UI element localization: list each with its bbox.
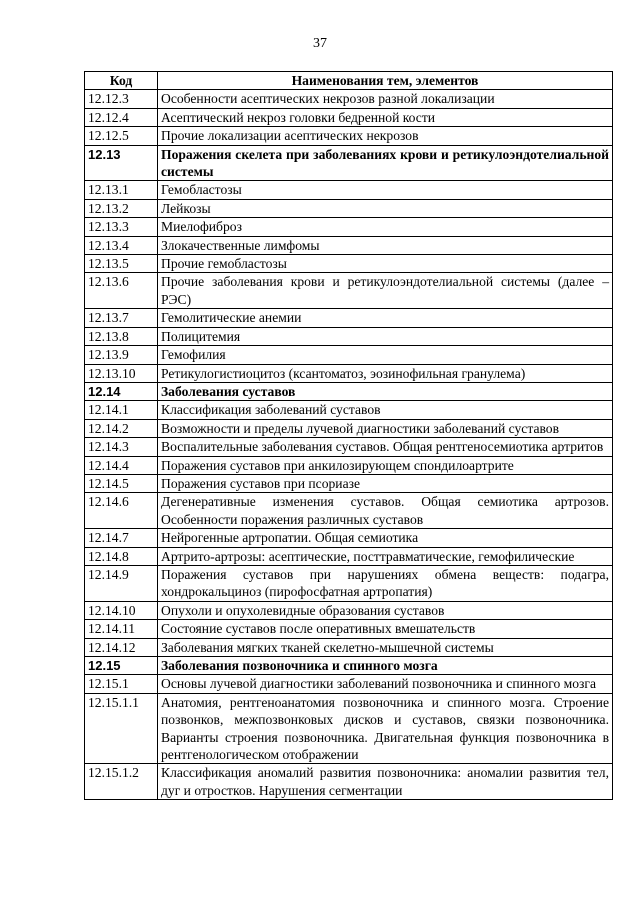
row-code: 12.14.6 xyxy=(85,493,158,529)
row-code: 12.15 xyxy=(85,657,158,675)
table-row xyxy=(85,181,613,199)
row-code: 12.13.9 xyxy=(85,346,158,364)
row-name: Поражения суставов при нарушениях обмена веществ: подагра, хондрокальциноз (пирофосфатная артропатия) xyxy=(158,565,613,601)
table-row xyxy=(85,327,613,345)
row-name: Гемофилия xyxy=(158,346,613,364)
row-code: 12.13.2 xyxy=(85,199,158,217)
topics-table xyxy=(84,71,613,800)
row-name: Поражения суставов при псориазе xyxy=(158,474,613,492)
table-row xyxy=(85,346,613,364)
row-name: Дегенеративные изменения суставов. Общая семиотика артрозов. Особенности поражения различных суставов xyxy=(158,493,613,529)
row-code: 12.13.5 xyxy=(85,255,158,273)
row-name: Прочие локализации асептических некрозов xyxy=(158,127,613,145)
page-number: 37 xyxy=(313,36,327,51)
section-row xyxy=(85,145,613,181)
row-name: Нейрогенные артропатии. Общая семиотика xyxy=(158,529,613,547)
row-code: 12.14.9 xyxy=(85,565,158,601)
row-name: Поражения суставов при анкилозирующем спондилоартрите xyxy=(158,456,613,474)
row-code: 12.12.3 xyxy=(85,90,158,108)
table-row xyxy=(85,474,613,492)
table-row xyxy=(85,127,613,145)
table-row xyxy=(85,547,613,565)
row-name: Анатомия, рентгеноанатомия позвоночника и спинного мозга. Строение позвонков, межпозвонковых дисков и суставов, связки позвоночника. Варианты строения позвоночника. Двигательная функция позвоночника в рентгенологическом отображении xyxy=(158,693,613,764)
row-name: Заболевания мягких тканей скелетно-мышечной системы xyxy=(158,638,613,656)
row-name: Полицитемия xyxy=(158,327,613,345)
row-code: 12.12.5 xyxy=(85,127,158,145)
table-row xyxy=(85,529,613,547)
table-row xyxy=(85,218,613,236)
row-name: Воспалительные заболевания суставов. Общая рентгеносемиотика артритов xyxy=(158,438,613,456)
section-row xyxy=(85,657,613,675)
row-code: 12.14.11 xyxy=(85,620,158,638)
row-code: 12.13.10 xyxy=(85,364,158,382)
row-code: 12.13.3 xyxy=(85,218,158,236)
table-header-row xyxy=(85,72,613,90)
row-code: 12.14.1 xyxy=(85,401,158,419)
table-row xyxy=(85,693,613,764)
table-row xyxy=(85,456,613,474)
table-row xyxy=(85,638,613,656)
row-code: 12.13 xyxy=(85,145,158,181)
table-row xyxy=(85,401,613,419)
section-row xyxy=(85,382,613,400)
row-name: Лейкозы xyxy=(158,199,613,217)
row-code: 12.14.5 xyxy=(85,474,158,492)
row-name: Классификация заболеваний суставов xyxy=(158,401,613,419)
table-row xyxy=(85,236,613,254)
row-code: 12.15.1.1 xyxy=(85,693,158,764)
row-code: 12.14.3 xyxy=(85,438,158,456)
row-name: Гемобластозы xyxy=(158,181,613,199)
row-name: Прочие гемобластозы xyxy=(158,255,613,273)
row-name: Особенности асептических некрозов разной локализации xyxy=(158,90,613,108)
table-row xyxy=(85,620,613,638)
row-code: 12.15.1 xyxy=(85,675,158,693)
row-code: 12.13.7 xyxy=(85,309,158,327)
table-row xyxy=(85,601,613,619)
row-name: Асептический некроз головки бедренной кости xyxy=(158,108,613,126)
table-row xyxy=(85,419,613,437)
row-name: Артрито-артрозы: асептические, посттравматические, гемофилические xyxy=(158,547,613,565)
table-row xyxy=(85,255,613,273)
table-row xyxy=(85,199,613,217)
table-row xyxy=(85,675,613,693)
row-code: 12.13.6 xyxy=(85,273,158,309)
row-name: Злокачественные лимфомы xyxy=(158,236,613,254)
table-row xyxy=(85,273,613,309)
row-name: Заболевания суставов xyxy=(158,382,613,400)
row-code: 12.14.12 xyxy=(85,638,158,656)
row-name: Гемолитические анемии xyxy=(158,309,613,327)
row-code: 12.12.4 xyxy=(85,108,158,126)
row-name: Миелофиброз xyxy=(158,218,613,236)
row-code: 12.14.4 xyxy=(85,456,158,474)
row-name: Заболевания позвоночника и спинного мозга xyxy=(158,657,613,675)
table-row xyxy=(85,438,613,456)
row-code: 12.15.1.2 xyxy=(85,764,158,800)
table-row xyxy=(85,493,613,529)
row-name: Возможности и пределы лучевой диагностики заболеваний суставов xyxy=(158,419,613,437)
row-name: Основы лучевой диагностики заболеваний позвоночника и спинного мозга xyxy=(158,675,613,693)
row-code: 12.14.2 xyxy=(85,419,158,437)
row-name: Прочие заболевания крови и ретикулоэндотелиальной системы (далее – РЭС) xyxy=(158,273,613,309)
table-row xyxy=(85,565,613,601)
table-row xyxy=(85,764,613,800)
row-name: Поражения скелета при заболеваниях крови и ретикулоэндотелиальной системы xyxy=(158,145,613,181)
row-code: 12.13.8 xyxy=(85,327,158,345)
table-row xyxy=(85,309,613,327)
name-column-header: Наименования тем, элементов xyxy=(158,72,613,90)
table-body xyxy=(85,90,613,800)
table-row xyxy=(85,364,613,382)
row-name: Ретикулогистиоцитоз (ксантоматоз, эозинофильная гранулема) xyxy=(158,364,613,382)
row-name: Состояние суставов после оперативных вмешательств xyxy=(158,620,613,638)
row-name: Опухоли и опухолевидные образования суставов xyxy=(158,601,613,619)
row-code: 12.13.4 xyxy=(85,236,158,254)
code-column-header: Код xyxy=(85,72,158,90)
row-code: 12.14 xyxy=(85,382,158,400)
table-row xyxy=(85,90,613,108)
row-name: Классификация аномалий развития позвоночника: аномалии развития тел, дуг и отростков. Нарушения сегментации xyxy=(158,764,613,800)
row-code: 12.14.7 xyxy=(85,529,158,547)
row-code: 12.13.1 xyxy=(85,181,158,199)
row-code: 12.14.8 xyxy=(85,547,158,565)
row-code: 12.14.10 xyxy=(85,601,158,619)
table-row xyxy=(85,108,613,126)
